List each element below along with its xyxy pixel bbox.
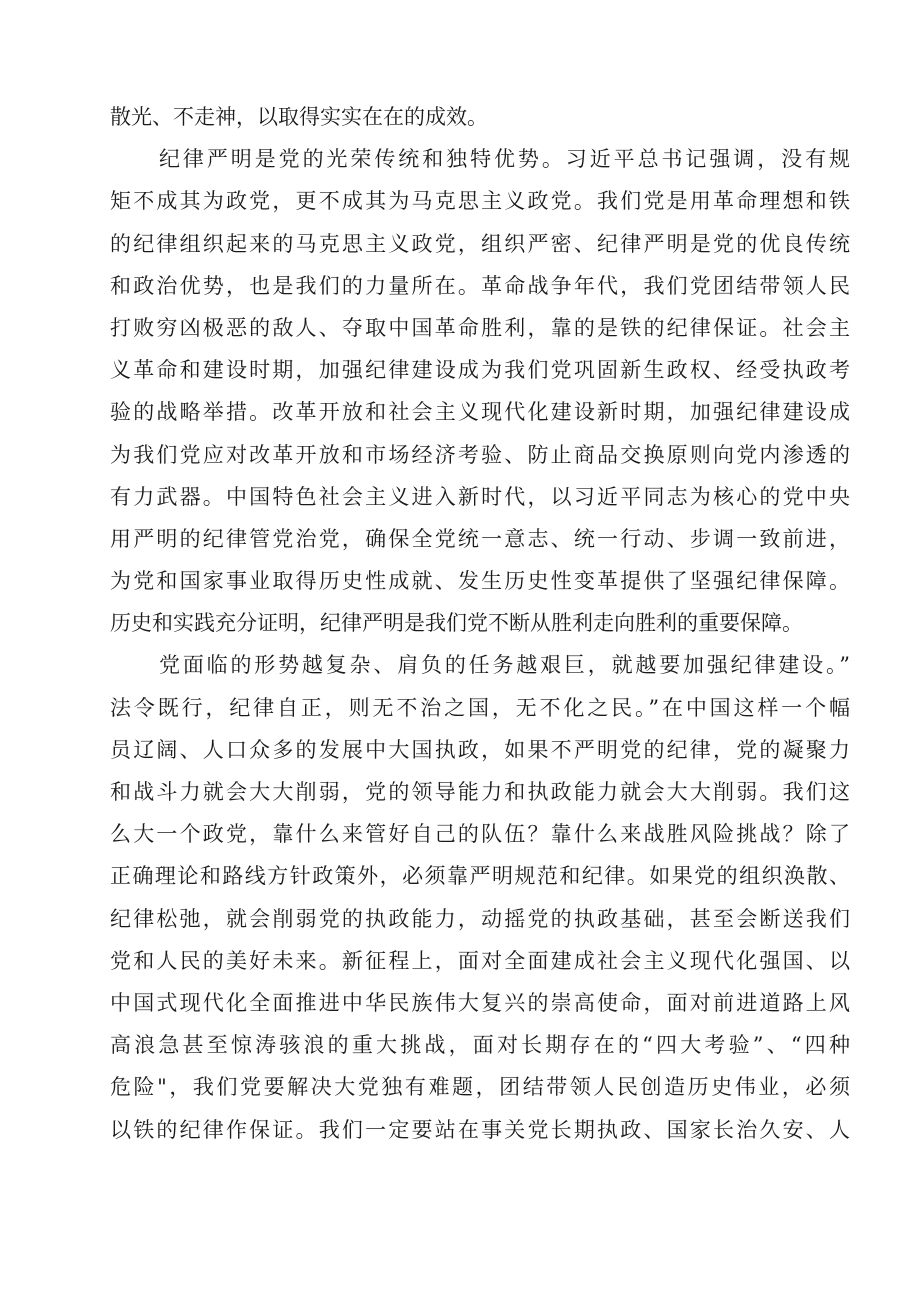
text-line: 么大一个政党，靠什么来管好自己的队伍？靠什么来战胜风险挑战？除了 — [110, 822, 850, 847]
text-line: 中国式现代化全面推进中华民族伟大复兴的崇高使命，面对前进道路上风 — [110, 990, 850, 1015]
text-line: 义革命和建设时期，加强纪律建设成为我们党巩固新生政权、经受执政考 — [110, 358, 850, 383]
paragraph-discipline-building — [110, 644, 850, 1150]
text-line: 为我们党应对改革开放和市场经济考验、防止商品交换原则向党内渗透的 — [110, 442, 850, 467]
paragraph-discipline-tradition — [110, 138, 850, 644]
paragraph-continuation — [110, 96, 850, 138]
text-line: 和战斗力就会大大削弱，党的领导能力和执政能力就会大大削弱。我们这 — [110, 780, 850, 804]
text-line: 纪律松弛，就会削弱党的执政能力，动摇党的执政基础，甚至会断送我们 — [110, 906, 850, 931]
text-line: 纪律严明是党的光荣传统和独特优势。习近平总书记强调，没有规 — [159, 147, 850, 172]
text-line: 的纪律组织起来的马克思主义政党，组织严密、纪律严明是党的优良传统 — [110, 231, 850, 256]
text-line: 员辽阔、人口众多的发展中大国执政，如果不严明党的纪律，党的凝聚力 — [110, 737, 850, 762]
text-line: 和政治优势，也是我们的力量所在。革命战争年代，我们党团结带领人民 — [110, 273, 850, 298]
text-line: 法令既行，纪律自正，则无不治之国，无不化之民。”在中国这样一个幅 — [110, 695, 850, 720]
text-line: 党面临的形势越复杂、肩负的任务越艰巨，就越要加强纪律建设。” — [159, 653, 850, 678]
text-line: 用严明的纪律管党治党，确保全党统一意志、统一行动、步调一致前进， — [110, 526, 850, 551]
text-line: 高浪急甚至惊涛骇浪的重大挑战，面对长期存在的“四大考验”、“四种 — [110, 1033, 850, 1058]
text-line: 散光、不走神，以取得实实在在的成效。 — [110, 105, 488, 129]
text-line: 以铁的纪律作保证。我们一定要站在事关党长期执政、国家长治久安、人 — [110, 1117, 850, 1142]
text-line: 历史和实践充分证明，纪律严明是我们党不断从胜利走向胜利的重要保障。 — [110, 611, 803, 636]
text-line: 正确理论和路线方针政策外，必须靠严明规范和纪律。如果党的组织涣散、 — [110, 864, 850, 889]
text-line: 打败穷凶极恶的敌人、夺取中国革命胜利，靠的是铁的纪律保证。社会主 — [110, 315, 850, 340]
document-page — [110, 96, 850, 1151]
text-line: 党和人民的美好未来。新征程上，面对全面建成社会主义现代化强国、以 — [110, 948, 850, 973]
text-line: 有力武器。中国特色社会主义进入新时代，以习近平同志为核心的党中央 — [110, 484, 850, 509]
text-line: 危险"，我们党要解决大党独有难题，团结带领人民创造历史伟业，必须 — [110, 1075, 850, 1100]
text-line: 为党和国家事业取得历史性成就、发生历史性变革提供了坚强纪律保障。 — [110, 569, 850, 594]
text-line: 验的战略举措。改革开放和社会主义现代化建设新时期，加强纪律建设成 — [110, 400, 850, 425]
text-line: 矩不成其为政党，更不成其为马克思主义政党。我们党是用革命理想和铁 — [110, 189, 850, 214]
